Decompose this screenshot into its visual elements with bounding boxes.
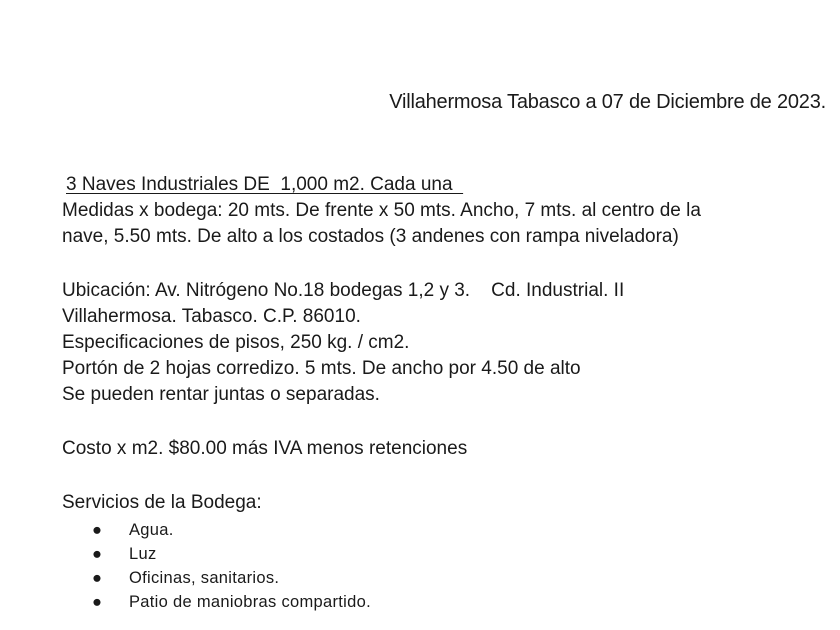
servicios-list xyxy=(62,518,822,614)
rentar-line: Se pueden rentar juntas o separadas. xyxy=(62,384,380,405)
spacer xyxy=(62,462,822,490)
spacer xyxy=(62,250,822,278)
medidas-text-1: mts. De frente x 50 mts. Ancho, 7 mts. al centro de la xyxy=(248,200,701,221)
medidas-label: Medidas x bodega: 20 xyxy=(62,200,249,221)
list-item: ● Luz xyxy=(62,542,822,566)
medidas-line-2: nave, 5.50 mts. De alto a los costados (3 andenes con rampa niveladora) xyxy=(62,226,679,247)
porton-line: Portón de 2 hojas corredizo. 5 mts. De ancho por 4.50 de alto xyxy=(62,358,581,379)
especificaciones-line: Especificaciones de pisos, 250 kg. / cm2. xyxy=(62,332,410,353)
ubicacion-label: Ubicación: xyxy=(62,280,151,301)
servicios-title: Servicios de la Bodega: xyxy=(62,492,262,513)
bullet-icon: ● xyxy=(92,545,103,563)
bullet-icon: ● xyxy=(92,521,103,539)
title-line xyxy=(62,172,822,198)
medidas-line-1 xyxy=(62,198,822,224)
bullet-icon: ● xyxy=(92,593,103,611)
document-body xyxy=(62,172,822,614)
list-item: ● Oficinas, sanitarios. xyxy=(62,566,822,590)
list-item: ● Agua. xyxy=(62,518,822,542)
list-item: ● Patio de maniobras compartido. xyxy=(62,590,822,614)
bullet-icon: ● xyxy=(92,569,103,587)
costo-line: Costo x m2. $80.00 más IVA menos retenciones xyxy=(62,438,468,459)
ubicacion-text-1: Av. Nitrógeno No.18 bodegas 1,2 y 3. Cd. Industrial. II xyxy=(150,280,625,301)
document-title: 3 Naves Industriales DE 1,000 m2. Cada una xyxy=(66,174,464,195)
date-line: Villahermosa Tabasco a 07 de Diciembre de 2023. xyxy=(389,91,826,113)
spacer xyxy=(62,408,822,436)
ubicacion-line-1 xyxy=(62,278,822,304)
ubicacion-line-2: Villahermosa. Tabasco. C.P. 86010. xyxy=(62,306,361,327)
